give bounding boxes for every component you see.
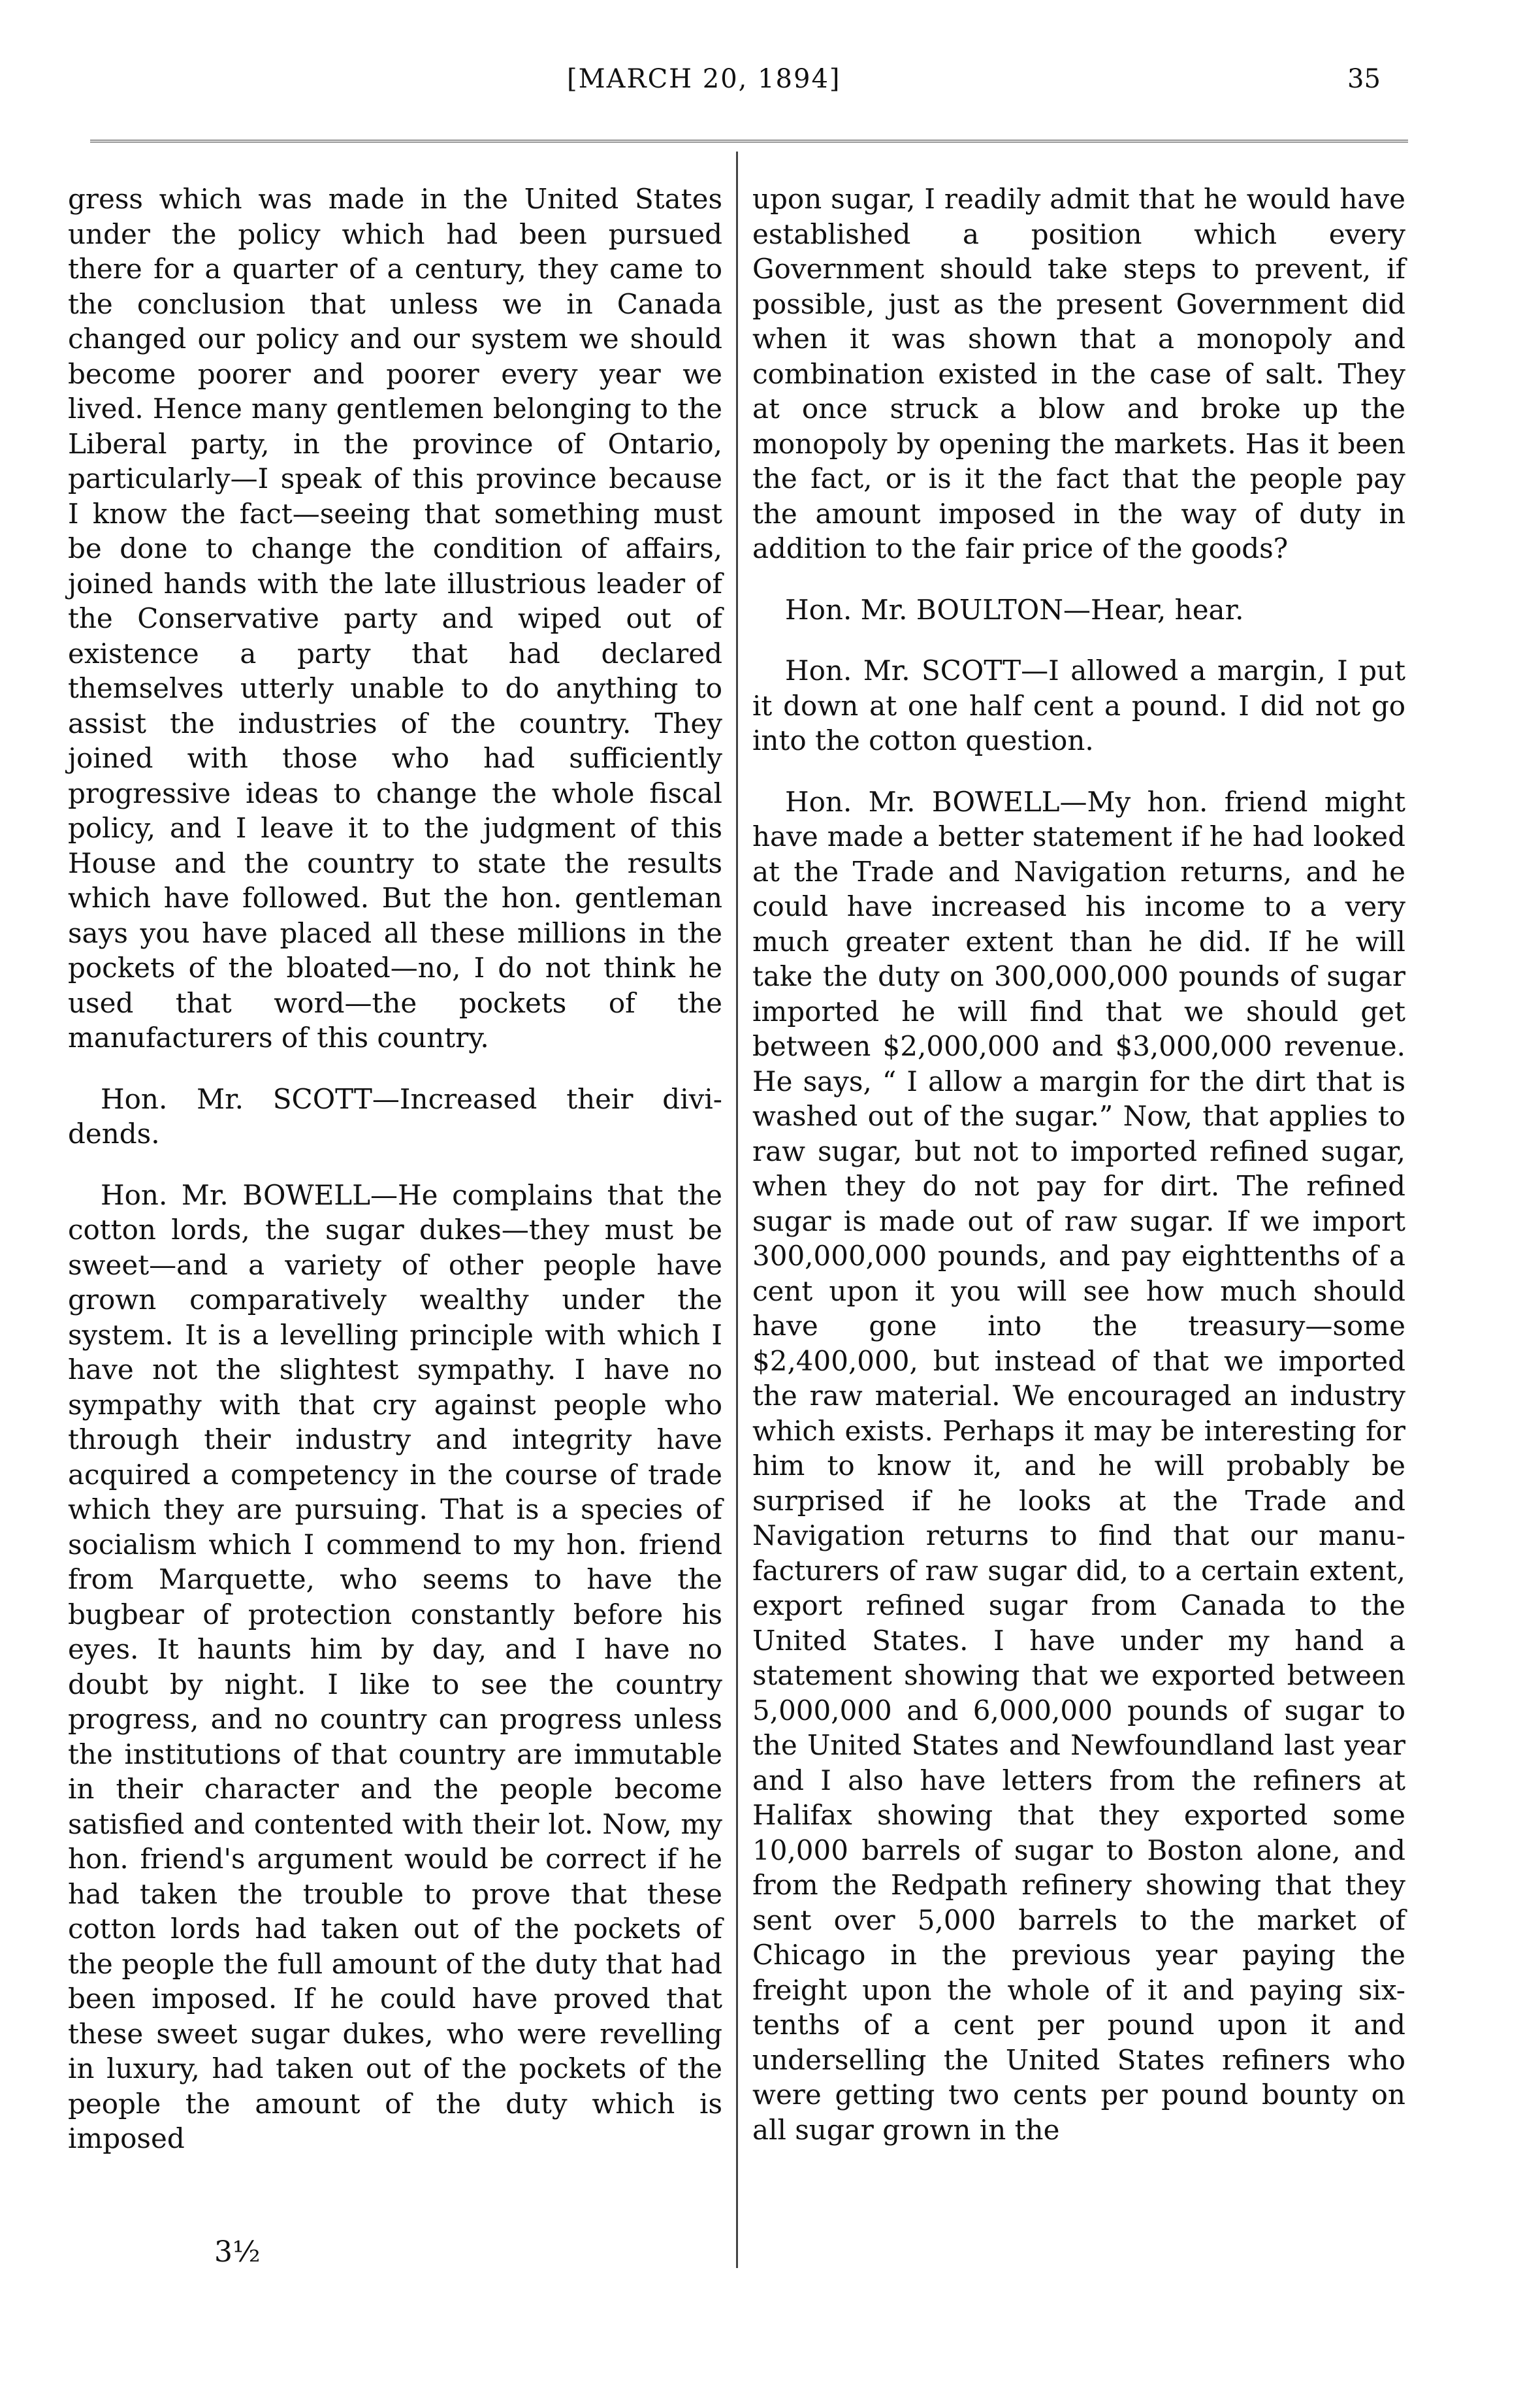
right-paragraph-boulton: Hon. Mr. BOULTON—Hear, hear. — [785, 593, 1244, 626]
column-divider — [736, 152, 738, 2268]
header-rule — [90, 140, 1408, 142]
right-paragraph-bowell: Hon. Mr. BOWELL—My hon. friend might have made a better statement if he had looked at the Trade and Navigation returns, and he could have increased his income to a very much greater extent than he did. If he will take the duty on 300,000,000 pounds of sugar imported he will find that we should get between $2,000,000 and $3,000,000 revenue. He says, “ I allow a margin for the dirt that is washed out of the sugar.” Now, that applies to raw sugar, but not to imported refined sugar, when they do not pay for dirt. The refined sugar is made out of raw sugar. If we import 300,000,000 pounds, and pay eighttenths of a cent upon it you will see how much should have gone into the treasury—some $2,400,000, but instead of that we imported the raw material. We encouraged an industry which exists. Perhaps it may be interesting for him to know it, and he will probably be surprised if he looks at the Trade and Navigation returns to find that our manufacturers of raw sugar did, to a certain extent, export refined sugar from Canada to the United States. I have under my hand a statement showing that we exported between 5,000,000 and 6,000,000 pounds of sugar to the United States and Newfoundland last year and I also have letters from the refiners at Halifax showing that they exported some 10,000 barrels of sugar to Boston alone, and from the Redpath refinery showing that they sent over 5,000 barrels to the market of Chicago in the previous year paying the freight upon the whole of it and paying six-tenths of a cent per pound upon it and underselling the United States refiners who were getting two cents per pound bounty on all sugar grown in the — [752, 785, 1405, 2146]
right-paragraph-scott: Hon. Mr. SCOTT—I allowed a margin, I put it down at one half cent a pound. I did not go into the cotton question. — [752, 655, 1405, 756]
header-date: [MARCH 20, 1894] — [567, 64, 841, 94]
left-column — [68, 182, 722, 2156]
right-column — [752, 182, 1405, 2147]
page-number: 35 — [1347, 64, 1381, 94]
right-paragraph-continuation: upon sugar, I readily admit that he would have established a position which every Government should take steps to prevent, if possible, just as the present Government did when it was shown that a monopoly and combination existed in the case of salt. They at once struck a blow and broke up the monopoly by opening the markets. Has it been the fact, or is it the fact that the people pay the amount imposed in the way of duty in addition to the fair price of the goods? — [752, 183, 1405, 564]
signature-mark: 3½ — [214, 2235, 261, 2269]
left-paragraph-continuation: gress which was made in the United States under the policy which had been pursued there for a quarter of a century, they came to the conclusion that unless we in Canada changed our policy and our system we should become poorer and poorer every year we lived. Hence many gentlemen belonging to the Liberal party, in the province of Ontario, particularly—I speak of this province because I know the fact—seeing that something must be done to change the condition of affairs, joined hands with the late illustrious leader of the Conservative party and wiped out of existence a party that had declared themselves utterly unable to do anything to assist the industries of the country. They joined with those who had sufficiently progressive ideas to change the whole fiscal policy, and I leave it to the judgment of this House and the country to state the results which have followed. But the hon. gentleman says you have placed all these millions in the pockets of the bloated—no, I do not think he used that word—the pockets of the manufacturers of this country. — [68, 183, 722, 1054]
page-header — [0, 64, 1540, 116]
left-paragraph-bowell: Hon. Mr. BOWELL—He complains that the cotton lords, the sugar dukes—they must be sweet—and a variety of other people have grown comparatively wealthy under the system. It is a levelling principle with which I have not the slightest sympathy. I have no sympathy with that cry against people who through their industry and integrity have acquired a competency in the course of trade which they are pursuing. That is a species of socialism which I commend to my hon. friend from Marquette, who seems to have the bugbear of protection constantly before his eyes. It haunts him by day, and I have no doubt by night. I like to see the country progress, and no country can progress unless the institutions of that country are immutable in their character and the people become satisfied and contented with their lot. Now, my hon. friend's argument would be correct if he had taken the trouble to prove that these cotton lords had taken out of the pockets of the people the full amount of the duty that had been imposed. If he could have proved that these sweet sugar dukes, who were revelling in luxury, had taken out of the pockets of the people the amount of the duty which is imposed — [68, 1178, 722, 2154]
left-paragraph-scott: Hon. Mr. SCOTT—Increased their dividends. — [68, 1082, 722, 1150]
